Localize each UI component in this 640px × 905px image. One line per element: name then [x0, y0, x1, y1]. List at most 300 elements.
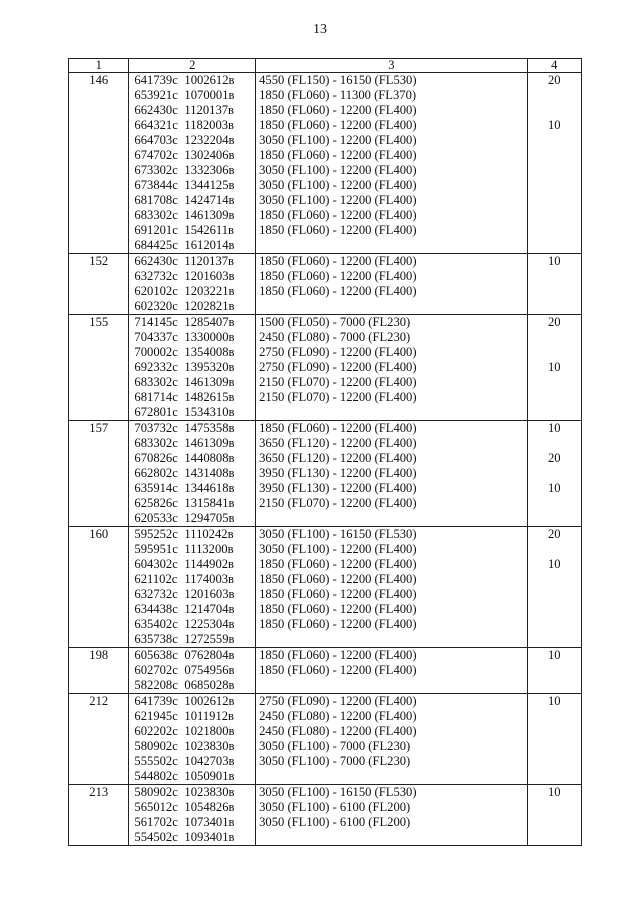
route-table [68, 58, 582, 846]
altitude-range [256, 299, 526, 314]
longitude: 0754956в [184, 663, 235, 677]
column4-value: 10 [547, 648, 561, 662]
coordinates-cell [129, 694, 256, 785]
altitude-range [256, 238, 526, 253]
column4-value: 20 [547, 73, 561, 87]
coordinate-line [129, 648, 255, 663]
coordinate-line [129, 103, 255, 118]
route-number: 157 [89, 421, 109, 435]
column4-value [528, 830, 581, 845]
altitude-range: 1850 (FL060) - 12200 (FL400) [259, 269, 417, 283]
column4-value [528, 542, 581, 557]
longitude: 1093401в [184, 830, 235, 844]
altitude-range: 3050 (FL100) - 12200 (FL400) [259, 163, 417, 177]
altitude-range [256, 769, 526, 784]
latitude: 632732с [134, 269, 178, 283]
coordinate-line [129, 709, 255, 724]
coordinate-line [129, 133, 255, 148]
latitude: 662430с [134, 103, 178, 117]
coordinate-line [129, 405, 255, 420]
longitude: 1232204в [184, 133, 235, 147]
column4-value [528, 375, 581, 390]
longitude: 1042703в [184, 754, 235, 768]
coordinate-line [129, 193, 255, 208]
longitude: 1054826в [184, 800, 235, 814]
column4-value: 20 [547, 451, 561, 465]
column4-cell [527, 315, 581, 421]
column4-cell [527, 694, 581, 785]
latitude: 673302с [134, 163, 178, 177]
column4-value [528, 193, 581, 208]
coordinate-line [129, 330, 255, 345]
coordinate-line [129, 299, 255, 314]
latitude: 635738с [134, 632, 178, 646]
coordinate-line [129, 360, 255, 375]
longitude: 1202821в [184, 299, 235, 313]
table-row [69, 315, 582, 421]
longitude: 1431408в [184, 466, 235, 480]
longitude: 1023830в [184, 739, 235, 753]
column4-value: 10 [547, 694, 561, 708]
altitude-cell [256, 785, 527, 846]
column4-value [528, 602, 581, 617]
column4-value: 20 [547, 527, 561, 541]
altitude-range [256, 511, 526, 526]
column4-value [528, 284, 581, 299]
latitude: 681714с [134, 390, 178, 404]
column4-value: 10 [547, 421, 561, 435]
latitude: 555502с [134, 754, 178, 768]
column4-cell [527, 648, 581, 694]
column4-value [528, 663, 581, 678]
coordinate-line [129, 208, 255, 223]
altitude-range: 3050 (FL100) - 6100 (FL200) [259, 815, 411, 829]
altitude-range [256, 632, 526, 647]
column4-cell [527, 254, 581, 315]
longitude: 1214704в [184, 602, 235, 616]
latitude: 604302с [134, 557, 178, 571]
latitude: 602702с [134, 663, 178, 677]
longitude: 0762804в [184, 648, 235, 662]
longitude: 1011912в [184, 709, 234, 723]
longitude: 1113200в [184, 542, 234, 556]
altitude-range: 1850 (FL060) - 12200 (FL400) [259, 557, 417, 571]
altitude-range: 1850 (FL060) - 12200 (FL400) [259, 663, 417, 677]
latitude: 683302с [134, 375, 178, 389]
table-row [69, 254, 582, 315]
latitude: 700002с [134, 345, 178, 359]
coordinate-line [129, 73, 255, 88]
altitude-cell [256, 648, 527, 694]
longitude: 1542611в [184, 223, 234, 237]
latitude: 632732с [134, 587, 178, 601]
column4-value: 10 [547, 785, 561, 799]
page-number: 13 [313, 22, 327, 37]
column4-value: 10 [547, 360, 561, 374]
latitude: 595252с [134, 527, 178, 541]
latitude: 634438с [134, 602, 178, 616]
altitude-range: 1850 (FL060) - 12200 (FL400) [259, 587, 417, 601]
altitude-range: 3050 (FL100) - 16150 (FL530) [259, 785, 417, 799]
longitude: 1201603в [184, 587, 235, 601]
latitude: 602202с [134, 724, 178, 738]
coordinates-cell [129, 254, 256, 315]
altitude-range: 3050 (FL100) - 6100 (FL200) [259, 800, 411, 814]
coordinate-line [129, 375, 255, 390]
longitude: 1174003в [184, 572, 234, 586]
altitude-range: 1850 (FL060) - 12200 (FL400) [259, 223, 417, 237]
longitude: 1201603в [184, 269, 235, 283]
column-header: 3 [256, 59, 527, 73]
column4-value [528, 330, 581, 345]
altitude-range: 2750 (FL090) - 12200 (FL400) [259, 694, 417, 708]
longitude: 1612014в [184, 238, 235, 252]
latitude: 621945с [134, 709, 178, 723]
altitude-range: 1850 (FL060) - 12200 (FL400) [259, 118, 417, 132]
route-number-cell [69, 315, 129, 421]
coordinate-line [129, 800, 255, 815]
latitude: 625826с [134, 496, 178, 510]
route-number: 198 [89, 648, 109, 662]
altitude-range: 2150 (FL070) - 12200 (FL400) [259, 375, 417, 389]
coordinate-line [129, 694, 255, 709]
altitude-range: 1850 (FL060) - 12200 (FL400) [259, 648, 417, 662]
latitude: 580902с [134, 739, 178, 753]
route-number-cell [69, 785, 129, 846]
longitude: 0685028в [184, 678, 235, 692]
coordinate-line [129, 557, 255, 572]
latitude: 681708с [134, 193, 178, 207]
route-number-cell [69, 527, 129, 648]
coordinate-line [129, 254, 255, 269]
column4-value: 10 [547, 557, 561, 571]
table-row [69, 694, 582, 785]
column4-value [528, 269, 581, 284]
altitude-range: 1850 (FL060) - 12200 (FL400) [259, 617, 417, 631]
latitude: 605638с [134, 648, 178, 662]
route-number: 212 [89, 694, 109, 708]
coordinate-line [129, 269, 255, 284]
longitude: 1225304в [184, 617, 235, 631]
column4-value [528, 617, 581, 632]
coordinate-line [129, 572, 255, 587]
route-number: 152 [89, 254, 109, 268]
column4-cell [527, 73, 581, 254]
altitude-cell [256, 421, 527, 527]
table-header-row [69, 59, 582, 73]
longitude: 1203221в [184, 284, 235, 298]
altitude-range: 3050 (FL100) - 7000 (FL230) [259, 739, 411, 753]
latitude: 664321с [134, 118, 178, 132]
column4-value [528, 103, 581, 118]
latitude: 692332с [134, 360, 178, 374]
longitude: 1294705в [184, 511, 235, 525]
column4-value [528, 238, 581, 253]
altitude-range: 1850 (FL060) - 12200 (FL400) [259, 208, 417, 222]
column-header: 4 [527, 59, 581, 73]
altitude-cell [256, 315, 527, 421]
altitude-range [256, 830, 526, 845]
altitude-range [256, 678, 526, 693]
column4-value [528, 800, 581, 815]
altitude-range: 2150 (FL070) - 12200 (FL400) [259, 496, 417, 510]
route-number-cell [69, 254, 129, 315]
altitude-range: 2150 (FL070) - 12200 (FL400) [259, 390, 417, 404]
table-row [69, 785, 582, 846]
latitude: 684425с [134, 238, 178, 252]
coordinate-line [129, 739, 255, 754]
altitude-range: 3950 (FL130) - 12200 (FL400) [259, 481, 417, 495]
coordinate-line [129, 421, 255, 436]
column4-value: 10 [547, 118, 561, 132]
altitude-range: 3050 (FL100) - 12200 (FL400) [259, 178, 417, 192]
longitude: 1354008в [184, 345, 235, 359]
latitude: 595951с [134, 542, 178, 556]
coordinate-line [129, 602, 255, 617]
column4-value: 10 [547, 254, 561, 268]
longitude: 1002612в [184, 73, 235, 87]
route-number: 155 [89, 315, 109, 329]
altitude-cell [256, 73, 527, 254]
altitude-range: 1500 (FL050) - 7000 (FL230) [259, 315, 411, 329]
column4-value [528, 709, 581, 724]
latitude: 641739с [134, 73, 178, 87]
column-header: 2 [129, 59, 256, 73]
longitude: 1302406в [184, 148, 235, 162]
longitude: 1482615в [184, 390, 235, 404]
longitude: 1144902в [184, 557, 234, 571]
longitude: 1050901в [184, 769, 235, 783]
altitude-range: 2450 (FL080) - 12200 (FL400) [259, 709, 417, 723]
latitude: 683302с [134, 208, 178, 222]
coordinates-cell [129, 421, 256, 527]
column4-value: 10 [547, 481, 561, 495]
column4-value [528, 632, 581, 647]
altitude-range: 3050 (FL100) - 12200 (FL400) [259, 133, 417, 147]
longitude: 1461309в [184, 208, 235, 222]
coordinate-line [129, 527, 255, 542]
altitude-range: 1850 (FL060) - 12200 (FL400) [259, 284, 417, 298]
column4-value [528, 390, 581, 405]
latitude: 691201с [134, 223, 178, 237]
coordinates-cell [129, 648, 256, 694]
coordinate-line [129, 88, 255, 103]
table-row [69, 421, 582, 527]
longitude: 1330000в [184, 330, 235, 344]
coordinate-line [129, 481, 255, 496]
coordinate-line [129, 315, 255, 330]
column4-value [528, 405, 581, 420]
column4-value [528, 724, 581, 739]
longitude: 1344618в [184, 481, 235, 495]
coordinate-line [129, 148, 255, 163]
latitude: 674702с [134, 148, 178, 162]
latitude: 620533с [134, 511, 178, 525]
latitude: 662802с [134, 466, 178, 480]
latitude: 673844с [134, 178, 178, 192]
table-row [69, 73, 582, 254]
coordinate-line [129, 466, 255, 481]
column4-value [528, 88, 581, 103]
altitude-range: 1850 (FL060) - 11300 (FL370) [259, 88, 417, 102]
altitude-range: 2750 (FL090) - 12200 (FL400) [259, 360, 417, 374]
route-number-cell [69, 648, 129, 694]
coordinate-line [129, 118, 255, 133]
altitude-range: 3050 (FL100) - 16150 (FL530) [259, 527, 417, 541]
longitude: 1424714в [184, 193, 235, 207]
longitude: 1315841в [184, 496, 235, 510]
altitude-range: 3650 (FL120) - 12200 (FL400) [259, 436, 417, 450]
column4-value [528, 299, 581, 314]
altitude-cell [256, 254, 527, 315]
latitude: 664703с [134, 133, 178, 147]
coordinate-line [129, 815, 255, 830]
column4-value [528, 511, 581, 526]
longitude: 1332306в [184, 163, 235, 177]
latitude: 544802с [134, 769, 178, 783]
column4-value [528, 178, 581, 193]
column4-value [528, 223, 581, 238]
coordinate-line [129, 345, 255, 360]
longitude: 1272559в [184, 632, 235, 646]
altitude-range: 4550 (FL150) - 16150 (FL530) [259, 73, 417, 87]
latitude: 641739с [134, 694, 178, 708]
coordinate-line [129, 496, 255, 511]
route-number-cell [69, 694, 129, 785]
latitude: 662430с [134, 254, 178, 268]
table-body [69, 73, 582, 846]
altitude-range: 1850 (FL060) - 12200 (FL400) [259, 602, 417, 616]
coordinate-line [129, 238, 255, 253]
column4-value: 20 [547, 315, 561, 329]
coordinate-line [129, 451, 255, 466]
latitude: 670826с [134, 451, 178, 465]
coordinate-line [129, 284, 255, 299]
altitude-range: 1850 (FL060) - 12200 (FL400) [259, 148, 417, 162]
latitude: 704337с [134, 330, 178, 344]
route-number-cell [69, 421, 129, 527]
latitude: 602320с [134, 299, 178, 313]
coordinate-line [129, 390, 255, 405]
route-number: 213 [89, 785, 109, 799]
column4-value [528, 345, 581, 360]
latitude: 653921с [134, 88, 178, 102]
altitude-cell [256, 694, 527, 785]
longitude: 1534310в [184, 405, 235, 419]
longitude: 1073401в [184, 815, 235, 829]
route-number-cell [69, 73, 129, 254]
coordinate-line [129, 678, 255, 693]
coordinates-cell [129, 527, 256, 648]
column4-value [528, 678, 581, 693]
longitude: 1475358в [184, 421, 235, 435]
latitude: 565012с [134, 800, 178, 814]
coordinate-line [129, 830, 255, 845]
longitude: 1110242в [184, 527, 234, 541]
column4-value [528, 133, 581, 148]
coordinate-line [129, 663, 255, 678]
coordinate-line [129, 754, 255, 769]
longitude: 1285407в [184, 315, 235, 329]
column4-value [528, 769, 581, 784]
coordinates-cell [129, 785, 256, 846]
longitude: 1120137в [184, 254, 234, 268]
coordinate-line [129, 632, 255, 647]
coordinate-line [129, 163, 255, 178]
altitude-range [256, 405, 526, 420]
column4-value [528, 466, 581, 481]
latitude: 703732с [134, 421, 178, 435]
route-number: 160 [89, 527, 109, 541]
coordinate-line [129, 436, 255, 451]
latitude: 683302с [134, 436, 178, 450]
latitude: 635914с [134, 481, 178, 495]
longitude: 1002612в [184, 694, 235, 708]
table-row [69, 527, 582, 648]
altitude-range: 1850 (FL060) - 12200 (FL400) [259, 254, 417, 268]
column4-value [528, 815, 581, 830]
longitude: 1021800в [184, 724, 235, 738]
latitude: 635402с [134, 617, 178, 631]
altitude-range: 2450 (FL080) - 12200 (FL400) [259, 724, 417, 738]
coordinate-line [129, 542, 255, 557]
coordinate-line [129, 617, 255, 632]
latitude: 620102с [134, 284, 178, 298]
column4-value [528, 163, 581, 178]
coordinate-line [129, 178, 255, 193]
coordinate-line [129, 724, 255, 739]
longitude: 1440808в [184, 451, 235, 465]
altitude-range: 1850 (FL060) - 12200 (FL400) [259, 421, 417, 435]
column4-value [528, 148, 581, 163]
column4-cell [527, 421, 581, 527]
altitude-range: 1850 (FL060) - 12200 (FL400) [259, 103, 417, 117]
latitude: 621102с [134, 572, 178, 586]
longitude: 1461309в [184, 436, 235, 450]
longitude: 1344125в [184, 178, 235, 192]
column4-cell [527, 785, 581, 846]
coordinate-line [129, 785, 255, 800]
column4-value [528, 496, 581, 511]
latitude: 554502с [134, 830, 178, 844]
longitude: 1182003в [184, 118, 234, 132]
longitude: 1461309в [184, 375, 235, 389]
coordinate-line [129, 769, 255, 784]
table-row [69, 648, 582, 694]
latitude: 672801с [134, 405, 178, 419]
altitude-range: 3050 (FL100) - 12200 (FL400) [259, 542, 417, 556]
column4-value [528, 587, 581, 602]
column4-cell [527, 527, 581, 648]
column4-value [528, 572, 581, 587]
altitude-range: 3050 (FL100) - 12200 (FL400) [259, 193, 417, 207]
longitude: 1395320в [184, 360, 235, 374]
coordinate-line [129, 587, 255, 602]
altitude-range: 3950 (FL130) - 12200 (FL400) [259, 466, 417, 480]
latitude: 580902с [134, 785, 178, 799]
latitude: 582208с [134, 678, 178, 692]
altitude-range: 3050 (FL100) - 7000 (FL230) [259, 754, 411, 768]
longitude: 1120137в [184, 103, 234, 117]
column-header: 1 [69, 59, 129, 73]
longitude: 1070001в [184, 88, 235, 102]
altitude-range: 2750 (FL090) - 12200 (FL400) [259, 345, 417, 359]
column4-value [528, 739, 581, 754]
altitude-range: 1850 (FL060) - 12200 (FL400) [259, 572, 417, 586]
coordinates-cell [129, 73, 256, 254]
route-number: 146 [89, 73, 109, 87]
altitude-cell [256, 527, 527, 648]
